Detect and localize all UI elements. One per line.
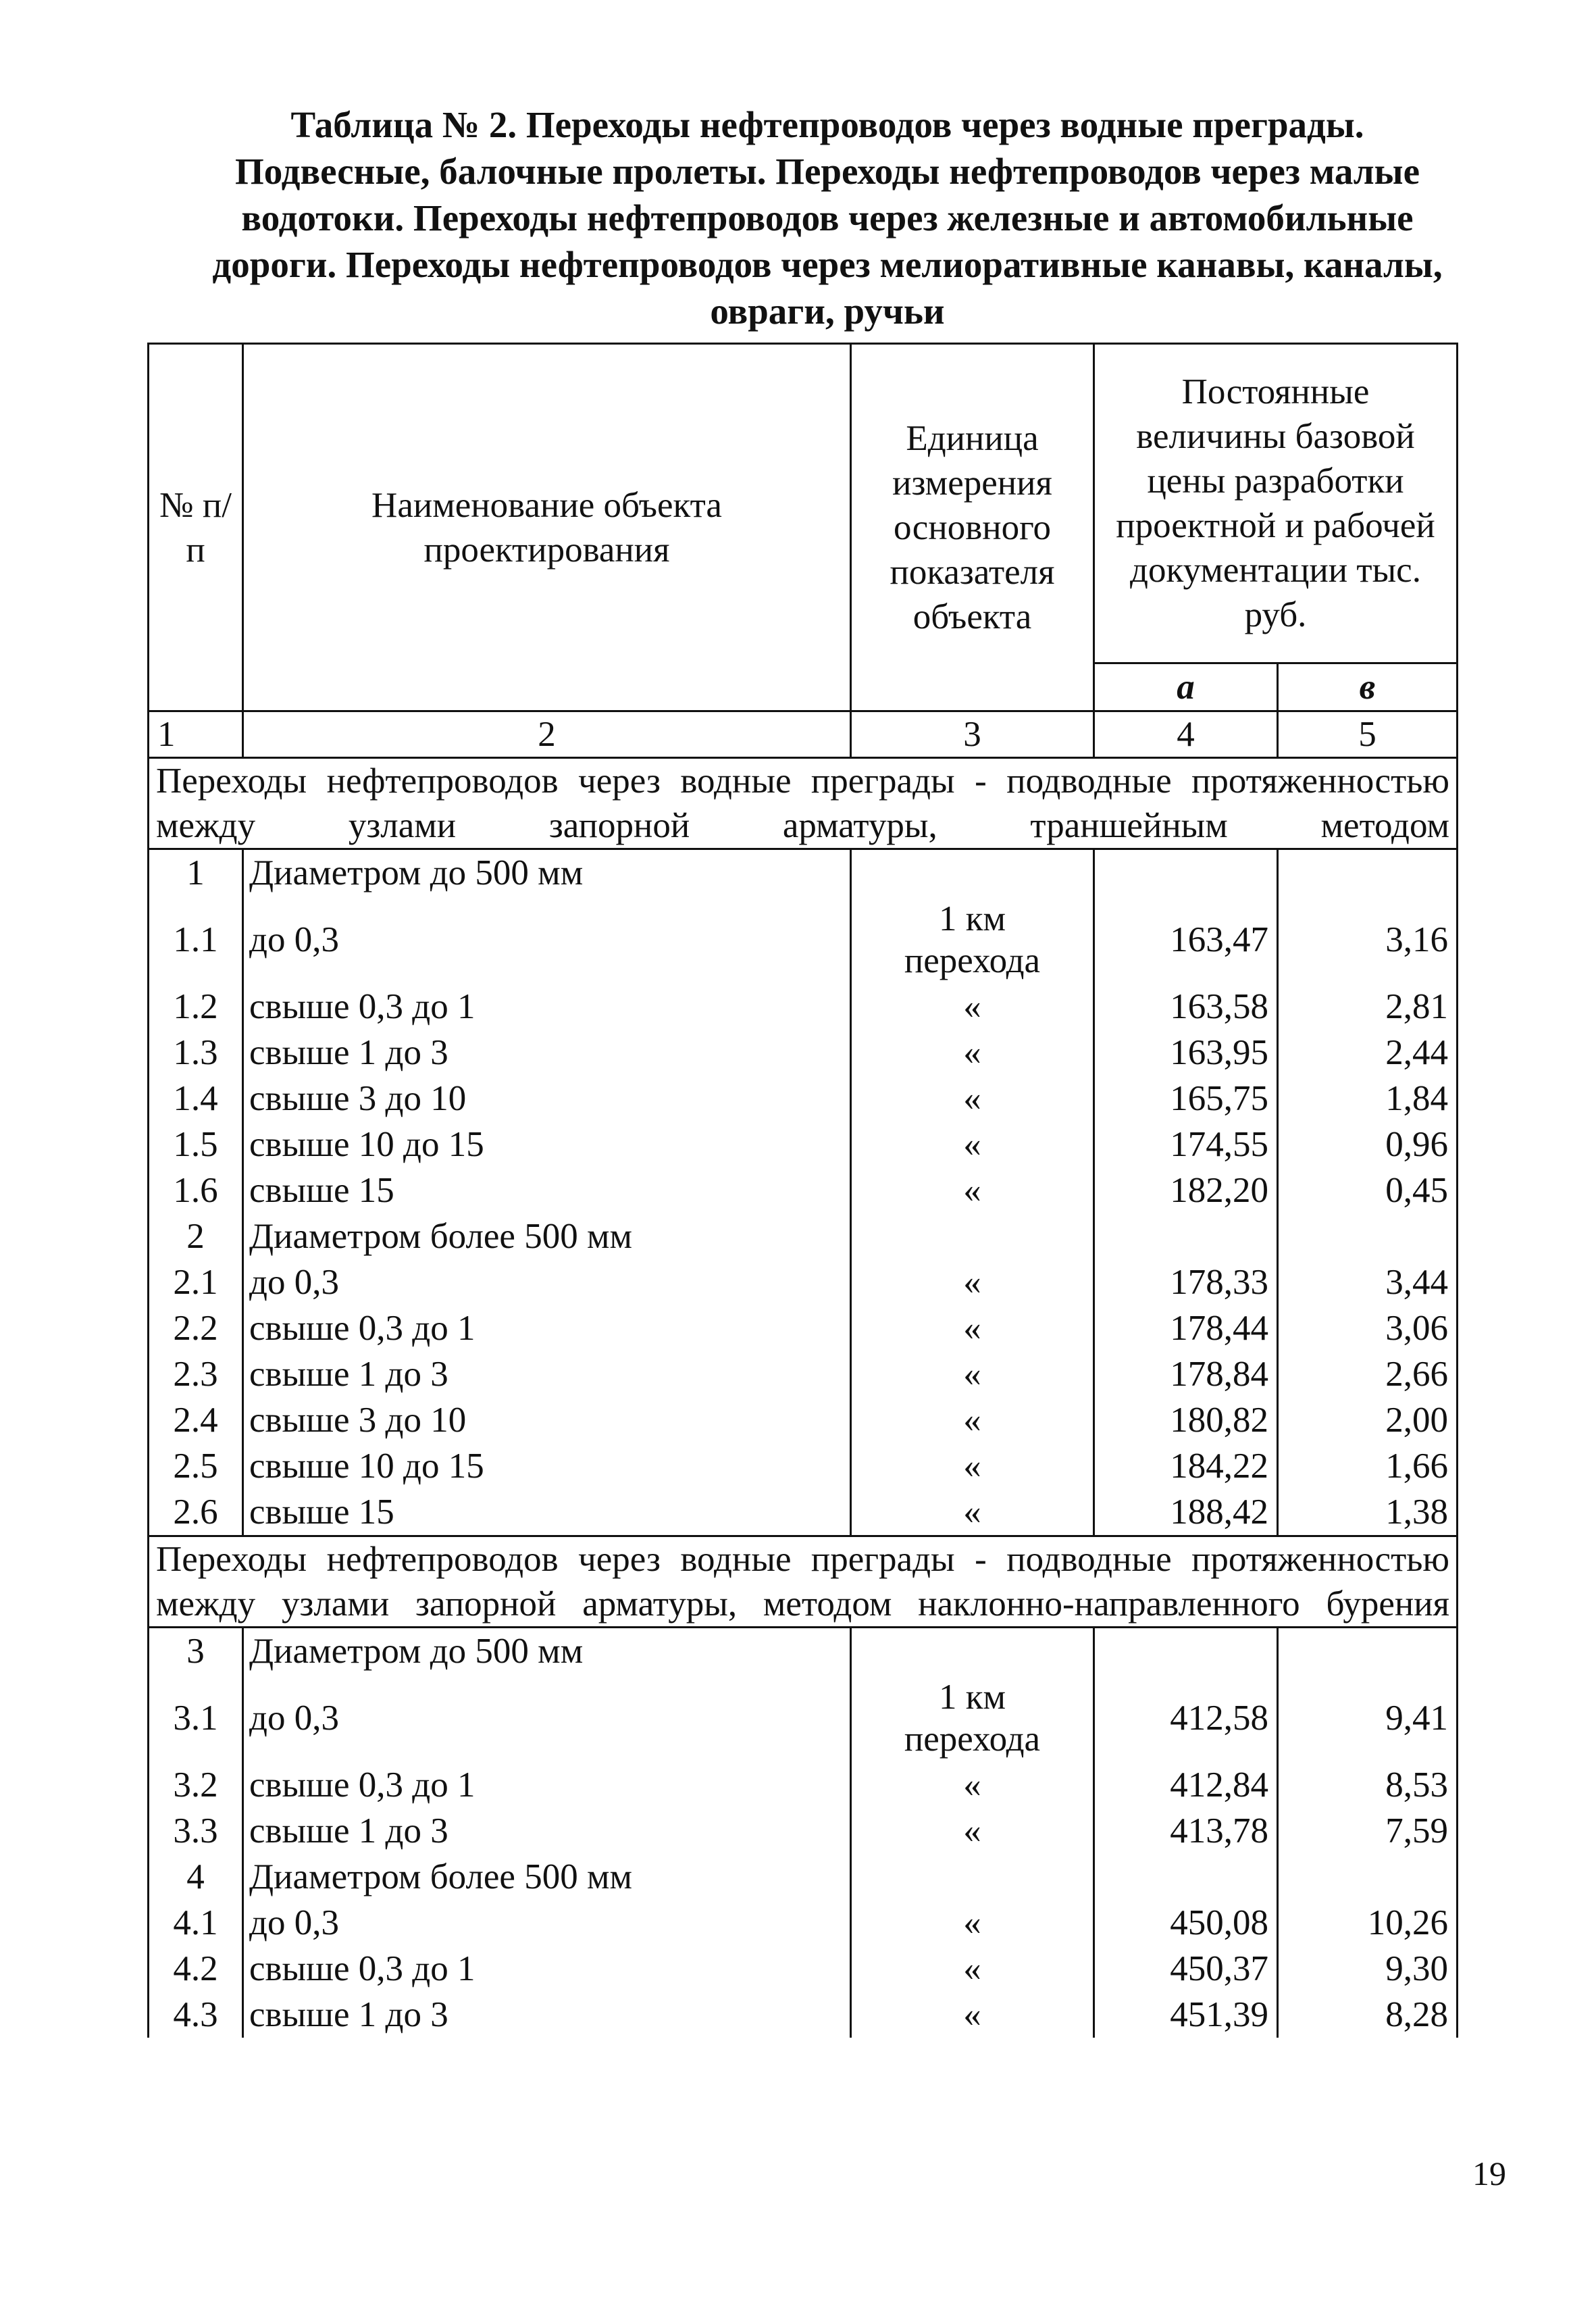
row-number: 3 (149, 1628, 243, 1675)
table-row (149, 1854, 1458, 1900)
table-row (149, 1351, 1458, 1397)
section-title: Переходы нефтепроводов через водные преграды - подводные протяженностью между узлами запорной арматуры, траншейным методом (149, 758, 1458, 849)
row-value-a (1094, 1213, 1278, 1259)
row-value-a (1094, 1628, 1278, 1675)
row-value-b (1278, 1628, 1458, 1675)
row-value-a: 163,58 (1094, 984, 1278, 1030)
row-number: 3.1 (149, 1674, 243, 1762)
row-name: свыше 0,3 до 1 (243, 1946, 851, 1992)
header-name: Наименование объекта проектирования (243, 344, 851, 711)
table-row (149, 1305, 1458, 1351)
row-unit: « (851, 1167, 1094, 1213)
row-name: свыше 1 до 3 (243, 1030, 851, 1076)
row-unit: « (851, 1762, 1094, 1808)
row-name: до 0,3 (243, 1900, 851, 1946)
table-row (149, 1213, 1458, 1259)
row-name: свыше 3 до 10 (243, 1076, 851, 1122)
row-value-b: 3,16 (1278, 896, 1458, 984)
row-number: 2.2 (149, 1305, 243, 1351)
row-number: 1.6 (149, 1167, 243, 1213)
row-value-a: 450,37 (1094, 1946, 1278, 1992)
table-row (149, 1076, 1458, 1122)
row-value-a: 184,22 (1094, 1443, 1278, 1489)
row-number: 2.4 (149, 1397, 243, 1443)
row-unit: « (851, 1946, 1094, 1992)
row-unit: « (851, 1808, 1094, 1854)
row-unit (851, 849, 1094, 897)
row-value-a: 412,58 (1094, 1674, 1278, 1762)
row-value-b: 2,44 (1278, 1030, 1458, 1076)
title-line: водотоки. Переходы нефтепроводов через железные и автомобильные (241, 197, 1414, 238)
row-unit: « (851, 1305, 1094, 1351)
row-value-a: 178,33 (1094, 1259, 1278, 1305)
table-row (149, 1167, 1458, 1213)
row-unit: 1 км перехода (851, 1674, 1094, 1762)
row-unit: « (851, 1443, 1094, 1489)
row-unit (851, 1854, 1094, 1900)
row-value-b: 9,30 (1278, 1946, 1458, 1992)
row-name: свыше 1 до 3 (243, 1992, 851, 2038)
row-value-b: 7,59 (1278, 1808, 1458, 1854)
row-value-b: 10,26 (1278, 1900, 1458, 1946)
table-row (149, 1628, 1458, 1675)
table-row (149, 1762, 1458, 1808)
row-value-b: 1,66 (1278, 1443, 1458, 1489)
row-name: Диаметром более 500 мм (243, 1854, 851, 1900)
title-line: овраги, ручьи (710, 291, 945, 332)
price-table (147, 343, 1458, 2038)
row-name: Диаметром до 500 мм (243, 849, 851, 897)
row-value-b: 1,38 (1278, 1489, 1458, 1536)
row-unit (851, 1213, 1094, 1259)
page-number: 19 (1472, 2155, 1506, 2192)
table-row (149, 1443, 1458, 1489)
row-number: 1.3 (149, 1030, 243, 1076)
table-row (149, 1489, 1458, 1536)
section-row (149, 758, 1458, 849)
column-number-row (149, 711, 1458, 758)
header-const: Постоянные величины базовой цены разработки проектной и рабочей документации тыс. руб. (1094, 344, 1458, 663)
col-number: 3 (851, 711, 1094, 758)
section-title: Переходы нефтепроводов через водные преграды - подводные протяженностью между узлами запорной арматуры, методом наклонно-направленного бурения (149, 1536, 1458, 1628)
col-number: 1 (149, 711, 243, 758)
header-row (149, 344, 1458, 663)
row-number: 4.1 (149, 1900, 243, 1946)
row-value-b: 2,81 (1278, 984, 1458, 1030)
row-number: 3.2 (149, 1762, 243, 1808)
row-value-a: 182,20 (1094, 1167, 1278, 1213)
row-value-b (1278, 849, 1458, 897)
table-row (149, 849, 1458, 897)
row-value-a: 413,78 (1094, 1808, 1278, 1854)
row-name: свыше 1 до 3 (243, 1351, 851, 1397)
row-name: свыше 0,3 до 1 (243, 984, 851, 1030)
row-value-b: 3,44 (1278, 1259, 1458, 1305)
row-name: свыше 10 до 15 (243, 1122, 851, 1167)
row-value-b: 0,45 (1278, 1167, 1458, 1213)
row-value-a: 188,42 (1094, 1489, 1278, 1536)
row-number: 2.5 (149, 1443, 243, 1489)
row-value-b: 3,06 (1278, 1305, 1458, 1351)
row-value-a: 412,84 (1094, 1762, 1278, 1808)
row-unit (851, 1628, 1094, 1675)
table-title (155, 101, 1499, 334)
row-number: 2.1 (149, 1259, 243, 1305)
row-number: 1 (149, 849, 243, 897)
row-name: свыше 3 до 10 (243, 1397, 851, 1443)
row-unit: « (851, 1122, 1094, 1167)
row-value-b (1278, 1854, 1458, 1900)
row-name: Диаметром до 500 мм (243, 1628, 851, 1675)
row-value-a: 178,84 (1094, 1351, 1278, 1397)
row-name: свыше 15 (243, 1167, 851, 1213)
row-value-a (1094, 1854, 1278, 1900)
row-name: свыше 0,3 до 1 (243, 1762, 851, 1808)
table-row (149, 1674, 1458, 1762)
table-row (149, 1259, 1458, 1305)
row-value-a: 165,75 (1094, 1076, 1278, 1122)
row-name: до 0,3 (243, 1259, 851, 1305)
header-b: в (1278, 663, 1458, 711)
table-row (149, 984, 1458, 1030)
row-value-b (1278, 1213, 1458, 1259)
table-row (149, 1808, 1458, 1854)
row-value-a: 163,47 (1094, 896, 1278, 984)
title-line: Таблица № 2. Переходы нефтепроводов через водные преграды. (290, 104, 1364, 145)
title-line: Подвесные, балочные пролеты. Переходы нефтепроводов через малые (234, 151, 1420, 192)
row-value-a: 451,39 (1094, 1992, 1278, 2038)
table-row (149, 1122, 1458, 1167)
row-value-b: 8,28 (1278, 1992, 1458, 2038)
row-number: 4.2 (149, 1946, 243, 1992)
row-value-b: 0,96 (1278, 1122, 1458, 1167)
row-unit: « (851, 1992, 1094, 2038)
title-line: дороги. Переходы нефтепроводов через мелиоративные канавы, каналы, (212, 244, 1443, 285)
row-value-b: 2,66 (1278, 1351, 1458, 1397)
row-unit: « (851, 1397, 1094, 1443)
col-number: 4 (1094, 711, 1278, 758)
header-a: а (1094, 663, 1278, 711)
row-unit: « (851, 1259, 1094, 1305)
row-name: свыше 0,3 до 1 (243, 1305, 851, 1351)
row-value-a (1094, 849, 1278, 897)
row-name: до 0,3 (243, 1674, 851, 1762)
table-row (149, 1397, 1458, 1443)
row-name: свыше 1 до 3 (243, 1808, 851, 1854)
row-value-b: 8,53 (1278, 1762, 1458, 1808)
row-number: 1.4 (149, 1076, 243, 1122)
table-row (149, 1900, 1458, 1946)
row-value-b: 2,00 (1278, 1397, 1458, 1443)
row-unit: « (851, 1076, 1094, 1122)
row-name: Диаметром более 500 мм (243, 1213, 851, 1259)
row-unit: « (851, 984, 1094, 1030)
row-value-a: 174,55 (1094, 1122, 1278, 1167)
row-number: 4 (149, 1854, 243, 1900)
row-number: 1.2 (149, 984, 243, 1030)
row-unit: « (851, 1489, 1094, 1536)
section-row (149, 1536, 1458, 1628)
row-value-a: 450,08 (1094, 1900, 1278, 1946)
header-unit: Единица измерения основного показателя объекта (851, 344, 1094, 711)
row-unit: 1 км перехода (851, 896, 1094, 984)
col-number: 5 (1278, 711, 1458, 758)
row-number: 1.1 (149, 896, 243, 984)
header-num: № п/п (149, 344, 243, 711)
table-row (149, 1992, 1458, 2038)
row-number: 4.3 (149, 1992, 243, 2038)
table-row (149, 1946, 1458, 1992)
row-value-a: 178,44 (1094, 1305, 1278, 1351)
row-value-a: 163,95 (1094, 1030, 1278, 1076)
table-row (149, 896, 1458, 984)
row-number: 2.6 (149, 1489, 243, 1536)
row-number: 2.3 (149, 1351, 243, 1397)
table-row (149, 1030, 1458, 1076)
col-number: 2 (243, 711, 851, 758)
row-unit: « (851, 1030, 1094, 1076)
row-name: свыше 10 до 15 (243, 1443, 851, 1489)
row-number: 3.3 (149, 1808, 243, 1854)
row-value-b: 9,41 (1278, 1674, 1458, 1762)
row-number: 2 (149, 1213, 243, 1259)
row-value-b: 1,84 (1278, 1076, 1458, 1122)
row-name: свыше 15 (243, 1489, 851, 1536)
row-name: до 0,3 (243, 896, 851, 984)
row-value-a: 180,82 (1094, 1397, 1278, 1443)
row-number: 1.5 (149, 1122, 243, 1167)
row-unit: « (851, 1900, 1094, 1946)
row-unit: « (851, 1351, 1094, 1397)
